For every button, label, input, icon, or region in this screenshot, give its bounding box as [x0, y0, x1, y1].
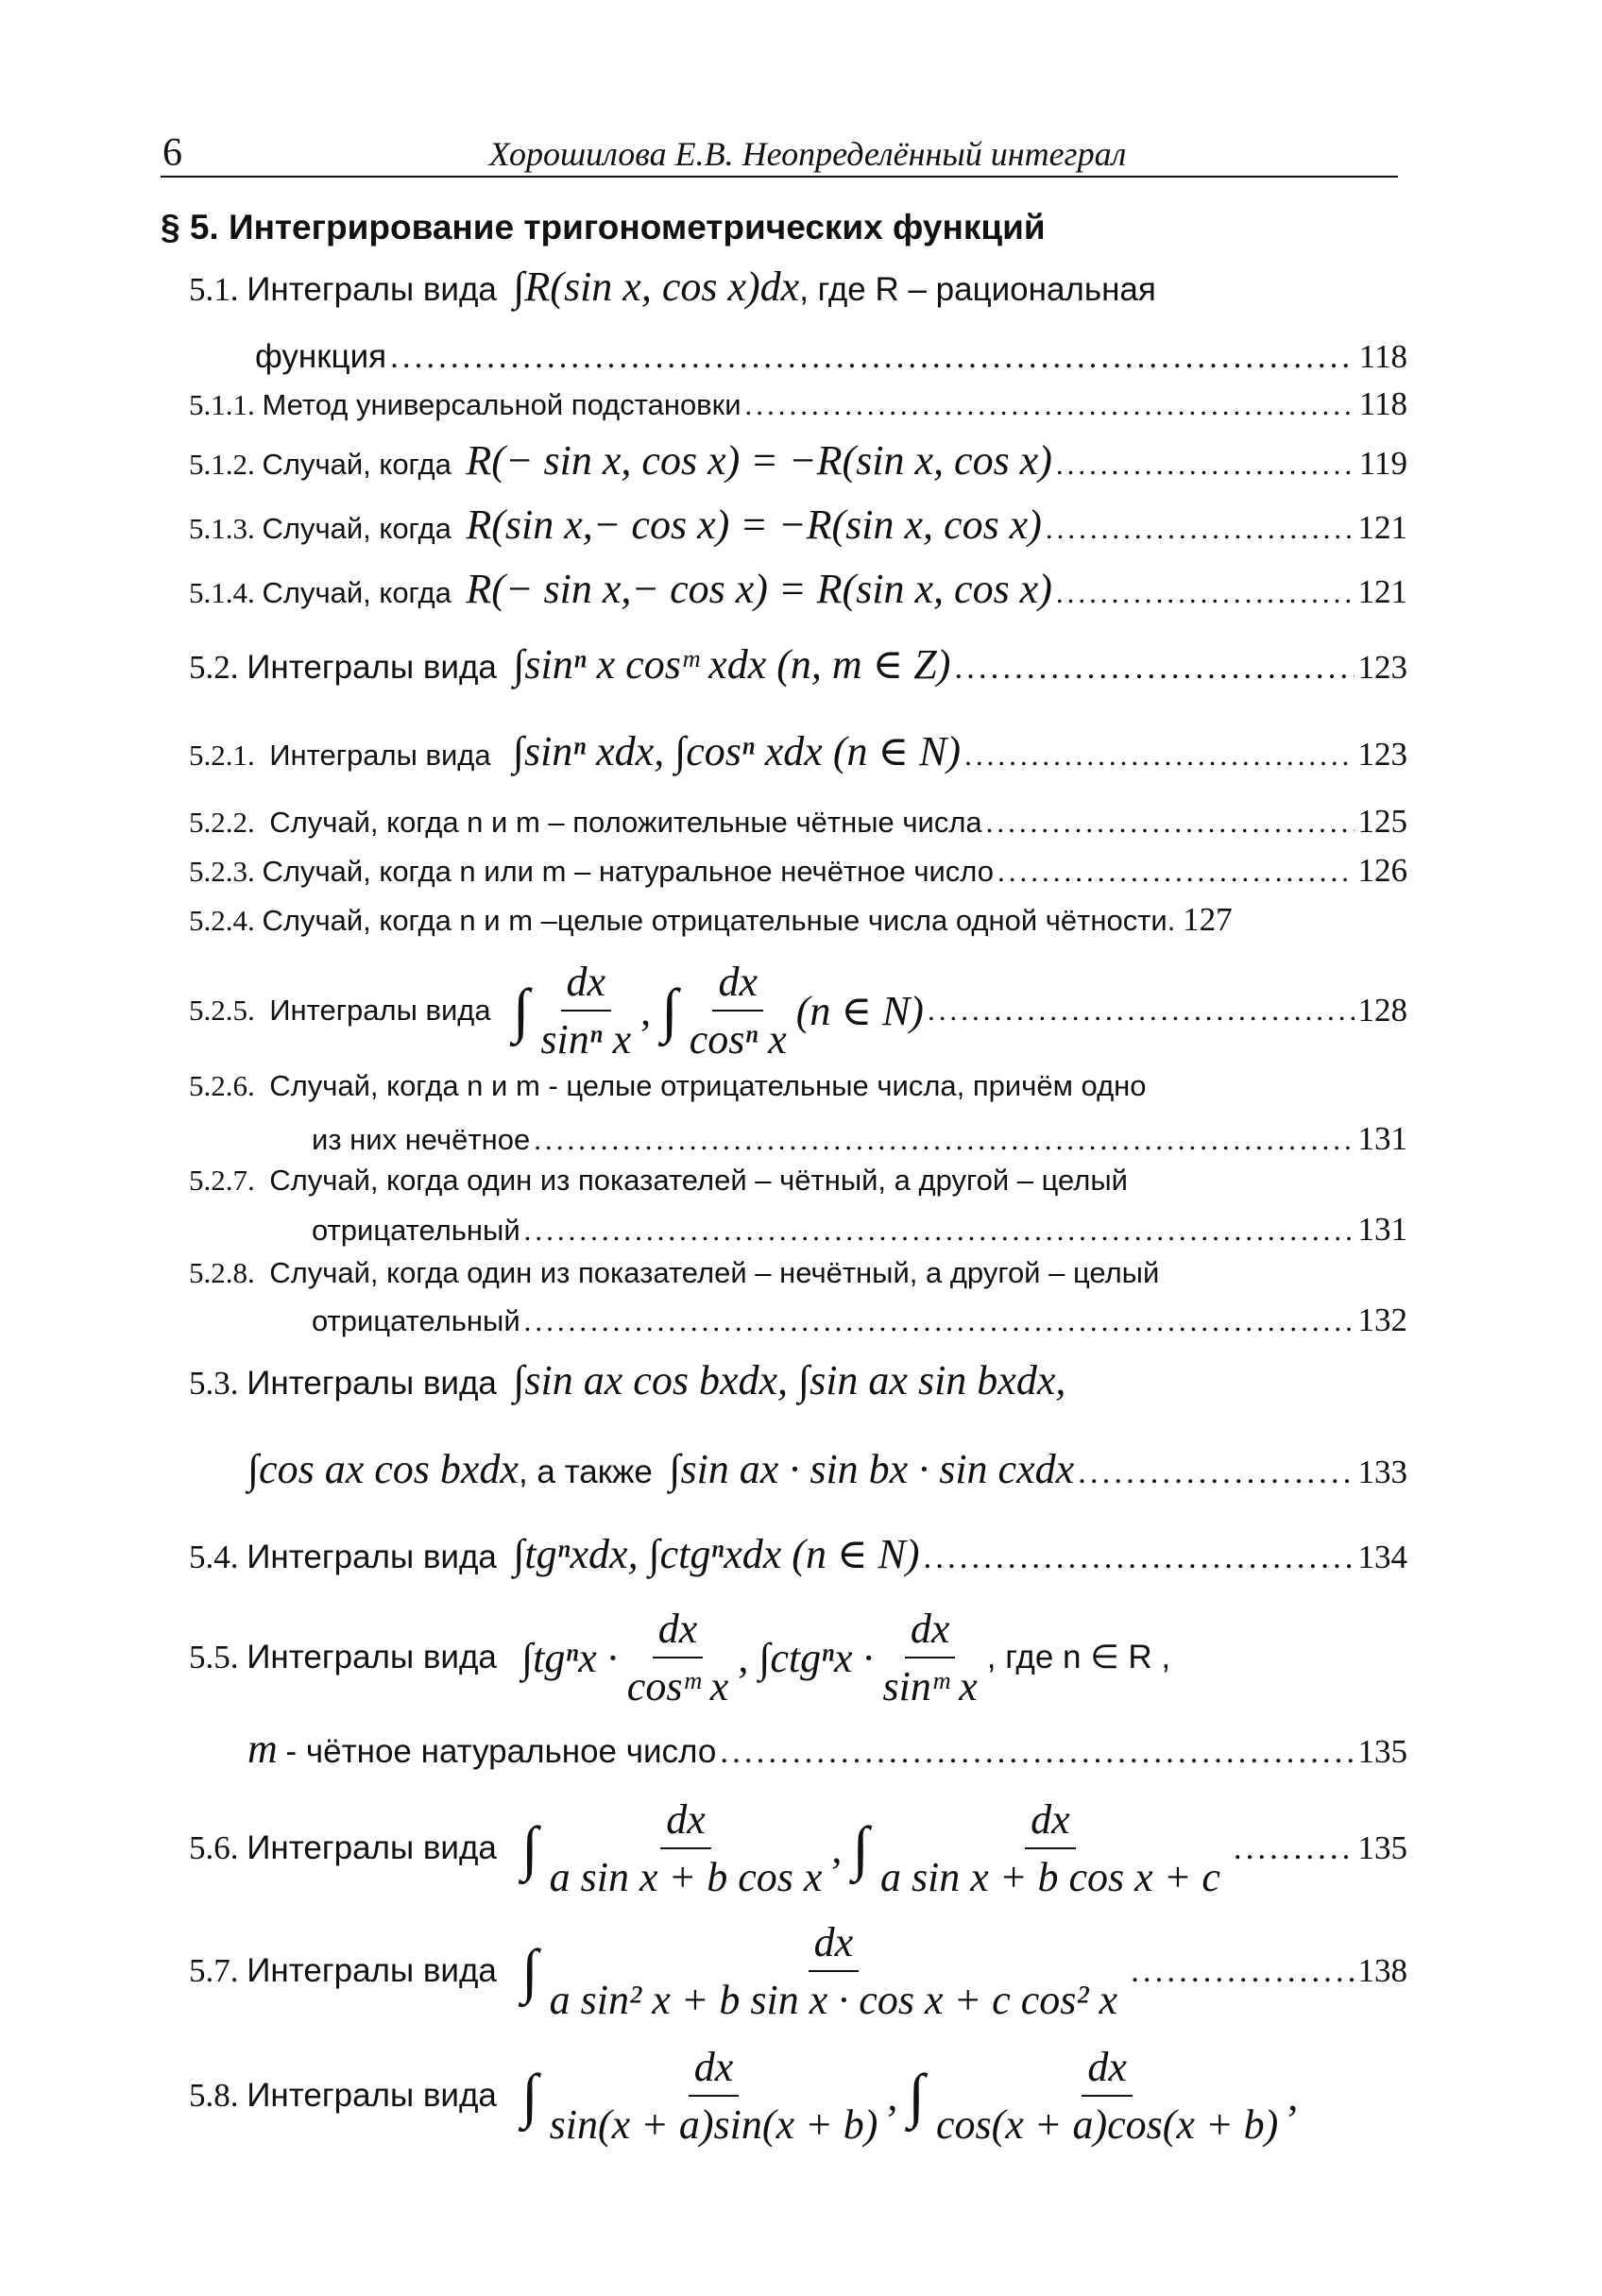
toc-entry-5-2-8[interactable]: [189, 1256, 1407, 1290]
entry-number: 5.2.7.: [189, 1164, 255, 1197]
entry-lead: Случай, когда: [262, 448, 452, 481]
entry-variable: m: [247, 1726, 278, 1772]
entry-page: 126: [1357, 852, 1407, 889]
toc-entry-5-1-1[interactable]: [189, 385, 1407, 423]
toc-entry-5-2-3[interactable]: [189, 852, 1407, 890]
dot-leader: [1046, 512, 1355, 546]
entry-page: 123: [1357, 736, 1407, 773]
dot-leader: [1078, 1454, 1354, 1491]
fraction: $\frac{dx}{\text{sinⁿ x}}$: [540, 959, 632, 1063]
dot-leader: [534, 1123, 1354, 1157]
entry-text: Случай, когда n и m - целые отрицательные числа, причём одно: [269, 1069, 1147, 1102]
fraction: $\frac{dx}{\cos(x + a)\cos(x + b)}$: [935, 2044, 1279, 2148]
toc-entry-5-5-cont[interactable]: [247, 1725, 1407, 1773]
entry-lead: Интегралы вида: [247, 2077, 497, 2114]
toc-entry-5-2-7-cont[interactable]: [312, 1211, 1407, 1249]
entry-text: Случай, когда n и m – положительные чётные числа: [269, 806, 982, 839]
toc-entry-5-2-7[interactable]: [189, 1164, 1407, 1198]
entry-number: 5.2.5.: [189, 994, 255, 1027]
entry-lead: Интегралы вида: [269, 739, 491, 772]
entry-page: 128: [1357, 992, 1407, 1029]
dot-leader: [720, 1733, 1354, 1771]
entry-page: 133: [1357, 1454, 1407, 1490]
entry-number: 5.2.8.: [189, 1256, 255, 1289]
entry-formula: ∫tgⁿx ·: [521, 1634, 618, 1681]
toc-entry-5-1-2[interactable]: [189, 436, 1407, 485]
entry-lead: Интегралы вида: [269, 994, 491, 1027]
toc-entry-5-1-4[interactable]: [189, 565, 1407, 613]
dot-leader: [928, 994, 1355, 1028]
integral-sign: ∫: [521, 1937, 538, 2005]
toc-entry-5-5[interactable]: 5.5. Интегралы вида ∫tgⁿx · $\frac{dx}{\text{cosᵐ x}}$ , ∫ctgⁿx · $\frac{dx}{\text{sinᵐ x}}$ , где n ∈ R ,: [189, 1606, 1171, 1709]
entry-text: Случай, когда n и m –целые отрицательные числа одной чётности.: [262, 904, 1176, 937]
entry-lead: Интегралы вида: [247, 271, 497, 308]
entry-page: 119: [1358, 445, 1407, 482]
entry-lead: Интегралы вида: [247, 1829, 497, 1866]
dot-leader: [954, 649, 1354, 687]
toc-entry-5-1[interactable]: [189, 263, 1407, 311]
toc-entry-5-2-6[interactable]: [189, 1069, 1407, 1103]
entry-page: 135: [1357, 1829, 1407, 1866]
entry-lead: Интегралы вида: [247, 1365, 497, 1402]
entry-formula: ∫sinⁿ x cosᵐ xdx (n, m ∈ Z): [513, 641, 951, 688]
entry-mid: , а также: [518, 1454, 653, 1490]
entry-formula: ∫cos ax cos bxdx: [247, 1446, 519, 1492]
entry-number: 5.2.6.: [189, 1069, 255, 1102]
toc-entry-5-3[interactable]: [189, 1356, 1407, 1404]
entry-number: 5.1.4.: [189, 576, 255, 609]
toc-entry-5-1-3[interactable]: [189, 501, 1407, 549]
toc-entry-5-2-8-cont[interactable]: [312, 1301, 1407, 1339]
entry-number: 5.2.: [189, 649, 239, 686]
toc-entry-5-2[interactable]: [189, 640, 1407, 689]
entry-formula: ∫sinⁿ xdx, ∫cosⁿ xdx (n ∈ N): [512, 728, 962, 774]
entry-number: 5.6.: [189, 1829, 239, 1866]
entry-number: 5.5.: [189, 1639, 239, 1675]
entry-page: 135: [1357, 1733, 1407, 1770]
toc-entry-5-2-2[interactable]: [189, 803, 1407, 841]
dot-leader: [964, 739, 1354, 773]
dot-leader: [924, 1539, 1355, 1576]
entry-page: 118: [1358, 338, 1407, 375]
entry-page: 118: [1358, 385, 1407, 422]
entry-page: 138: [1357, 1952, 1407, 1989]
integral-sign: ∫: [521, 2062, 538, 2130]
toc-entry-5-2-5[interactable]: 5.2.5. Интегралы вида ∫ $\frac{dx}{\text{sinⁿ x}}$ , ∫ $\frac{dx}{\text{cosⁿ x}}$ (n ∈ N) ..... 128: [189, 954, 1407, 1067]
entry-number: 5.7.: [189, 1952, 239, 1989]
entry-number: 5.1.: [189, 271, 239, 308]
entry-page: 121: [1357, 509, 1407, 546]
dot-leader: [1234, 1829, 1355, 1867]
entry-continuation: отрицательный: [312, 1304, 520, 1337]
entry-number: 5.2.1.: [189, 739, 255, 772]
entry-number: 5.8.: [189, 2077, 239, 2114]
toc-entry-5-1-cont[interactable]: [255, 338, 1407, 376]
entry-continuation: функция: [255, 338, 387, 375]
dot-leader: [524, 1304, 1355, 1338]
entry-continuation: - чётное натуральное число: [285, 1733, 717, 1770]
fraction: $\frac{dx}{\text{a sin x + b cos x}}$: [549, 1796, 823, 1900]
entry-formula: R(sin x,− cos x) = −R(sin x, cos x): [466, 502, 1042, 548]
fraction: $\frac{dx}{\sin(x + a)\sin(x + b)}$: [549, 2044, 878, 2148]
fraction: $\frac{dx}{\text{cosᵐ x}}$: [626, 1606, 729, 1709]
dot-leader: [1131, 1952, 1354, 1990]
entry-text: Случай, когда n или m – натуральное нечётное число: [262, 855, 994, 888]
entry-text: Случай, когда один из показателей – чётный, а другой – целый: [269, 1164, 1128, 1197]
page-number: 6: [162, 131, 182, 175]
toc-entry-5-4[interactable]: [189, 1530, 1407, 1578]
dot-leader: [997, 855, 1355, 889]
entry-lead: Интегралы вида: [247, 649, 497, 686]
entry-tail: , где n ∈ R ,: [986, 1639, 1171, 1675]
integral-sign: ∫: [908, 2062, 925, 2130]
integral-sign: ∫: [512, 977, 530, 1045]
entry-page: 132: [1357, 1301, 1407, 1338]
toc-entry-5-3-cont[interactable]: [247, 1445, 1407, 1493]
entry-page: 123: [1357, 649, 1407, 686]
toc-entry-5-2-1[interactable]: [189, 727, 1407, 775]
dot-leader: [524, 1214, 1355, 1248]
entry-text: Метод универсальной подстановки: [262, 388, 741, 421]
entry-continuation: отрицательный: [312, 1214, 520, 1247]
entry-formula: R(− sin x, cos x) = −R(sin x, cos x): [466, 437, 1052, 484]
toc-entry-5-8[interactable]: 5.8. Интегралы вида ∫ $\frac{dx}{\sin(x + a)\sin(x + b)}$ , ∫ $\frac{dx}{\cos(x + a)\cos(x + b)}$ ,: [189, 2044, 1299, 2148]
entry-number: 5.2.4.: [189, 904, 255, 937]
entry-continuation: из них нечётное: [312, 1123, 531, 1156]
entry-formula: ∫tgⁿxdx, ∫ctgⁿxdx (n ∈ N): [513, 1531, 920, 1577]
entry-page: 127: [1183, 901, 1233, 938]
entry-lead: Интегралы вида: [247, 1539, 497, 1575]
dot-leader: [986, 806, 1355, 840]
dot-leader: [1056, 576, 1355, 610]
entry-lead: Интегралы вида: [247, 1952, 497, 1989]
entry-page: 131: [1357, 1211, 1407, 1248]
entry-number: 5.1.2.: [189, 448, 255, 481]
entry-formula: ∫R(sin x, cos x)dx: [513, 264, 800, 310]
toc-entry-5-2-6-cont[interactable]: [312, 1120, 1407, 1158]
dot-leader: [390, 338, 1355, 376]
toc-entry-5-7[interactable]: [189, 1910, 1407, 2032]
toc-entry-5-6[interactable]: 5.6. Интегралы вида ∫ $\frac{dx}{\text{a sin x + b cos x}}$ , ∫ $\frac{dx}{\text{a sin x + b cos x + c}}$ ..... 135: [189, 1787, 1407, 1910]
section-title: § 5. Интегрирование тригонометрических функций: [161, 208, 1046, 247]
entry-number: 5.2.2.: [189, 806, 255, 839]
entry-lead: Интегралы вида: [247, 1639, 497, 1675]
entry-formula: ∫sin ax cos bxdx, ∫sin ax sin bxdx,: [513, 1357, 1066, 1403]
running-header: [161, 125, 1398, 178]
entry-page: 125: [1357, 803, 1407, 840]
entry-formula: ∫sin ax · sin bx · sin cxdx: [669, 1446, 1075, 1492]
integral-sign: ∫: [661, 977, 678, 1045]
fraction: $\frac{dx}{\text{cosⁿ x}}$: [689, 959, 787, 1063]
entry-page: 134: [1357, 1539, 1407, 1575]
entry-lead: Случай, когда: [262, 512, 452, 545]
entry-number: 5.2.3.: [189, 855, 255, 888]
running-title: Хорошилова Е.В. Неопределённый интеграл: [488, 135, 1127, 173]
entry-number: 5.4.: [189, 1539, 239, 1575]
integral-sign: ∫: [521, 1814, 538, 1882]
entry-text: Случай, когда один из показателей – нечётный, а другой – целый: [269, 1256, 1160, 1289]
entry-number: 5.3.: [189, 1365, 239, 1402]
entry-page: 121: [1357, 573, 1407, 610]
fraction: $\frac{dx}{\text{a sin² x + b sin x · cos x + c cos² x}}$: [549, 1919, 1118, 2023]
entry-lead: Случай, когда: [262, 576, 452, 609]
integral-sign: ∫: [852, 1814, 869, 1882]
entry-number: 5.1.1.: [189, 388, 255, 421]
entry-number: 5.1.3.: [189, 512, 255, 545]
entry-formula: ∫ctgⁿx ·: [758, 1634, 874, 1681]
fraction: $\frac{dx}{\text{a sin x + b cos x + c}}$: [879, 1796, 1220, 1900]
fraction: $\frac{dx}{\text{sinᵐ x}}$: [882, 1606, 978, 1709]
entry-tail: , где R – рациональная: [799, 271, 1156, 308]
entry-formula: R(− sin x,− cos x) = R(sin x, cos x): [466, 566, 1052, 612]
toc-entry-5-2-4[interactable]: [189, 901, 1407, 939]
entry-condition: (n ∈ N): [795, 987, 924, 1034]
dot-leader: [1056, 448, 1355, 482]
entry-page: 131: [1357, 1120, 1407, 1157]
header-rule: [161, 176, 1398, 178]
dot-leader: [745, 388, 1355, 422]
